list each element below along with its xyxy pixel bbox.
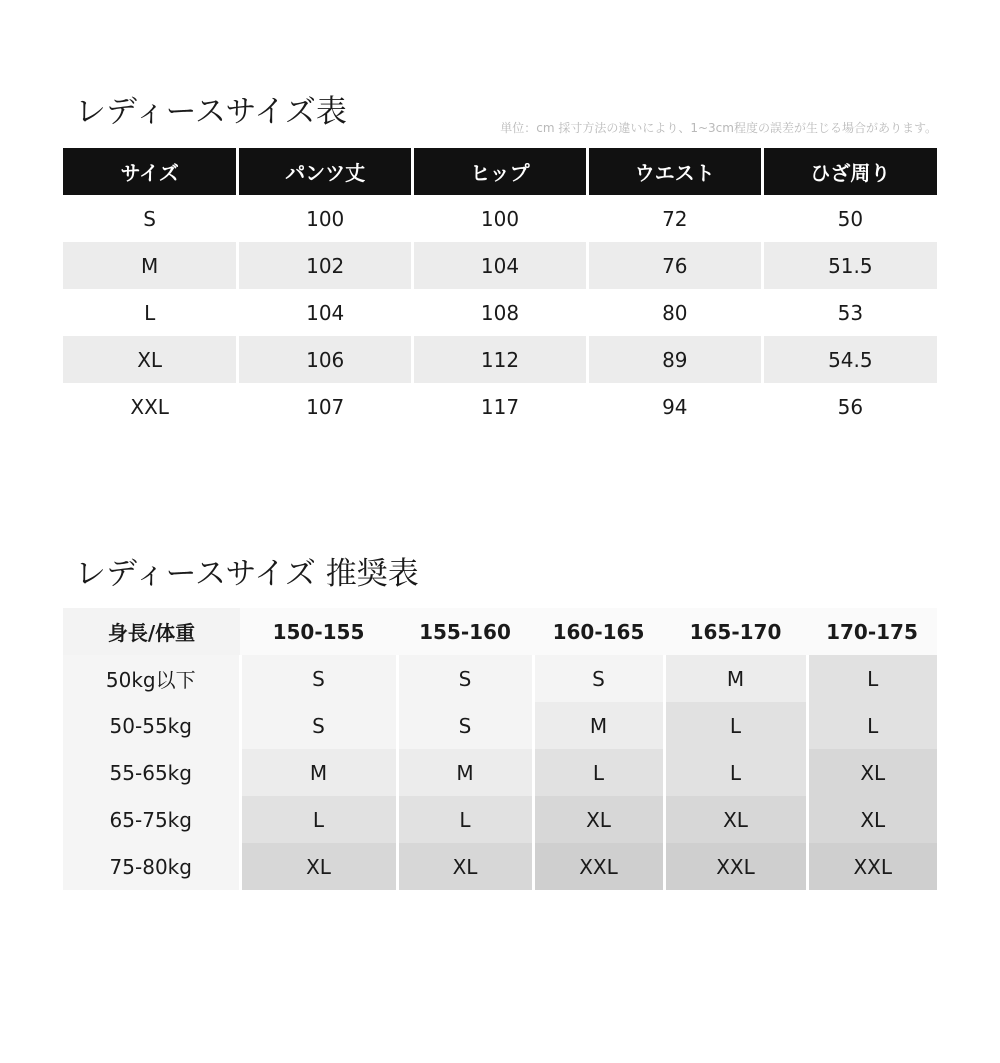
recommended-size: XL [807,749,937,796]
recommended-size: L [664,749,807,796]
recommended-size: S [240,655,397,702]
weight-label: 75-80kg [63,843,240,890]
cell-pants-length: 102 [238,242,413,289]
recommend-table-title: レディースサイズ 推奨表 [75,556,419,592]
weight-label: 65-75kg [63,796,240,843]
table-row [63,383,937,430]
recommended-size: S [533,655,664,702]
cell-size: XL [63,336,238,383]
header-knee: ひざ周り [762,148,937,195]
cell-hip: 112 [413,336,588,383]
recommended-size: S [397,702,533,749]
table-row [63,702,937,749]
recommended-size: M [533,702,664,749]
recommend-header-row [63,608,937,655]
recommended-size: L [533,749,664,796]
recommended-size: XXL [664,843,807,890]
header-waist: ウエスト [587,148,762,195]
cell-hip: 104 [413,242,588,289]
size-chart-table [63,148,937,430]
table-row [63,336,937,383]
recommended-size: M [397,749,533,796]
header-height-range: 170-175 [807,608,937,655]
table-row [63,195,937,242]
cell-hip: 108 [413,289,588,336]
recommended-size: L [397,796,533,843]
cell-knee: 53 [837,300,864,325]
weight-label: 55-65kg [63,749,240,796]
header-size: サイズ [63,148,238,195]
header-height-range: 160-165 [533,608,664,655]
cell-knee: 54.5 [762,336,937,383]
recommended-size: XL [664,796,807,843]
weight-label: 50kg以下 [63,655,240,702]
table-row [63,242,937,289]
table-row [63,289,937,336]
table-row [63,843,937,890]
size-table-header-row [63,148,937,195]
cell-hip: 100 [413,195,588,242]
header-hip: ヒップ [413,148,588,195]
cell-pants-length: 104 [238,289,413,336]
recommended-size: XL [397,843,533,890]
cell-knee: 56 [837,394,864,419]
cell-waist: 80 [587,289,762,336]
size-recommendation-table [63,608,937,890]
recommended-size: L [807,702,937,749]
recommended-size: S [397,655,533,702]
header-height-range: 155-160 [397,608,533,655]
recommended-size: XL [533,796,664,843]
cell-size: XXL [63,383,238,430]
cell-size: M [63,242,238,289]
cell-waist: 72 [587,195,762,242]
cell-knee: 50 [837,206,864,231]
cell-pants-length: 106 [238,336,413,383]
cell-pants-length: 107 [238,383,413,430]
cell-waist: 89 [587,336,762,383]
header-height-range: 150-155 [240,608,397,655]
cell-waist: 94 [587,383,762,430]
recommended-size: M [664,655,807,702]
size-table-title: レディースサイズ表 [75,94,347,130]
table-row [63,796,937,843]
recommended-size: S [240,702,397,749]
weight-label: 50-55kg [63,702,240,749]
recommended-size: XXL [533,843,664,890]
cell-waist: 76 [587,242,762,289]
recommended-size: XXL [807,843,937,890]
recommended-size: XL [807,796,937,843]
cell-knee: 51.5 [762,242,937,289]
cell-pants-length: 100 [238,195,413,242]
recommended-size: M [240,749,397,796]
recommended-size: L [807,655,937,702]
cell-size: S [63,195,238,242]
recommended-size: L [240,796,397,843]
recommended-size: L [664,702,807,749]
table-row [63,749,937,796]
table-row [63,655,937,702]
measurement-note: 単位：cm 採寸方法の違いにより、1~3cm程度の誤差が生じる場合があります。 [500,121,937,135]
header-height-range: 165-170 [664,608,807,655]
header-pants-length: パンツ丈 [238,148,413,195]
cell-hip: 117 [413,383,588,430]
recommended-size: XL [240,843,397,890]
header-height-weight: 身長/体重 [63,608,240,655]
cell-size: L [63,289,238,336]
